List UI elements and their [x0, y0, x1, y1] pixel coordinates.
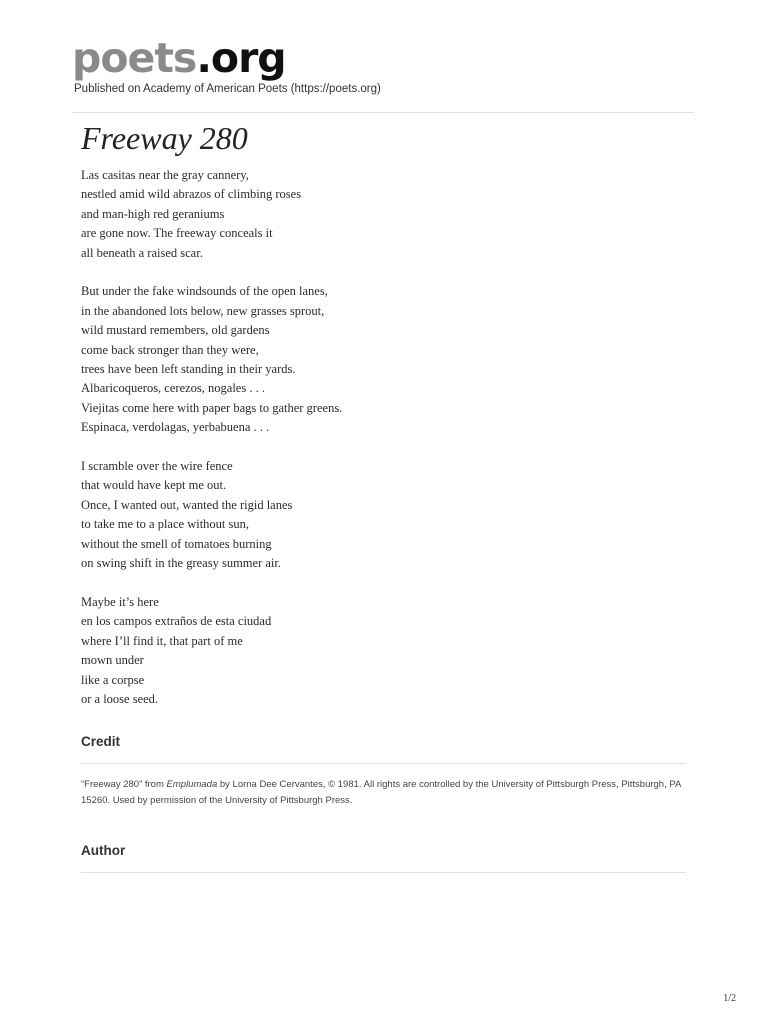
- poem-line: Maybe it’s here: [81, 594, 159, 609]
- poem-stanza: [81, 593, 681, 709]
- poem-line: I scramble over the wire fence: [81, 459, 233, 474]
- credit-text-post: by Lorna Dee Cervantes, © 1981. All rights are controlled by the University of Pittsburgh Press, Pittsburgh, PA 15260. Used by permission of the University of Pittsburgh Press.: [81, 779, 681, 806]
- credit-book-title: Emplumada: [166, 779, 218, 790]
- poem-line: where I’ll find it, that part of me: [81, 633, 243, 648]
- poem-line: in the abandoned lots below, new grasses sprout,: [81, 303, 325, 318]
- poem-body: [81, 166, 681, 729]
- poem-line: But under the fake windsounds of the open lanes,: [81, 284, 328, 299]
- poem-line: on swing shift in the greasy summer air.: [81, 556, 281, 571]
- author-heading: Author: [81, 843, 126, 858]
- poem-line: without the smell of tomatoes burning: [81, 536, 272, 551]
- credit-text-pre: “Freeway 280” from: [81, 779, 167, 790]
- poem-line: or a loose seed.: [81, 691, 159, 706]
- poem-line: Espinaca, verdolagas, yerbabuena . . .: [81, 420, 270, 435]
- credit-text: [81, 777, 681, 808]
- poem-line: Las casitas near the gray cannery,: [81, 168, 249, 182]
- poem-line: are gone now. The freeway conceals it: [81, 226, 273, 241]
- poem-title: Freeway 280: [81, 120, 248, 156]
- poem-stanza: [81, 282, 681, 437]
- poem-line: like a corpse: [81, 672, 145, 687]
- poem-line: Albaricoqueros, cerezos, nogales . . .: [81, 381, 265, 396]
- credit-heading: Credit: [81, 734, 121, 749]
- poem-line: all beneath a raised scar.: [81, 245, 203, 260]
- published-on-text: Published on Academy of American Poets (https://poets.org): [74, 83, 381, 95]
- page-number: 1/2: [723, 993, 736, 1004]
- header-divider: [72, 112, 694, 113]
- author-divider: [81, 872, 686, 873]
- poem-stanza: [81, 166, 681, 263]
- poem-line: en los campos extraños de esta ciudad: [81, 614, 272, 629]
- poem-line: nestled amid wild abrazos of climbing roses: [81, 187, 302, 202]
- poem-stanza: [81, 457, 681, 573]
- poem-line: wild mustard remembers, old gardens: [81, 323, 270, 338]
- poem-line: to take me to a place without sun,: [81, 517, 250, 532]
- poem-line: that would have kept me out.: [81, 478, 227, 493]
- poem-line: come back stronger than they were,: [81, 342, 259, 357]
- logo-part-org: .org: [196, 34, 286, 82]
- poem-line: Once, I wanted out, wanted the rigid lanes: [81, 497, 293, 512]
- poem-line: mown under: [81, 653, 144, 668]
- credit-divider: [81, 763, 686, 764]
- logo-part-poets: poets: [72, 34, 197, 82]
- site-logo[interactable]: [72, 34, 286, 82]
- poem-line: Viejitas come here with paper bags to gather greens.: [81, 400, 343, 415]
- poem-line: trees have been left standing in their yards.: [81, 362, 296, 377]
- poem-line: and man-high red geraniums: [81, 206, 225, 221]
